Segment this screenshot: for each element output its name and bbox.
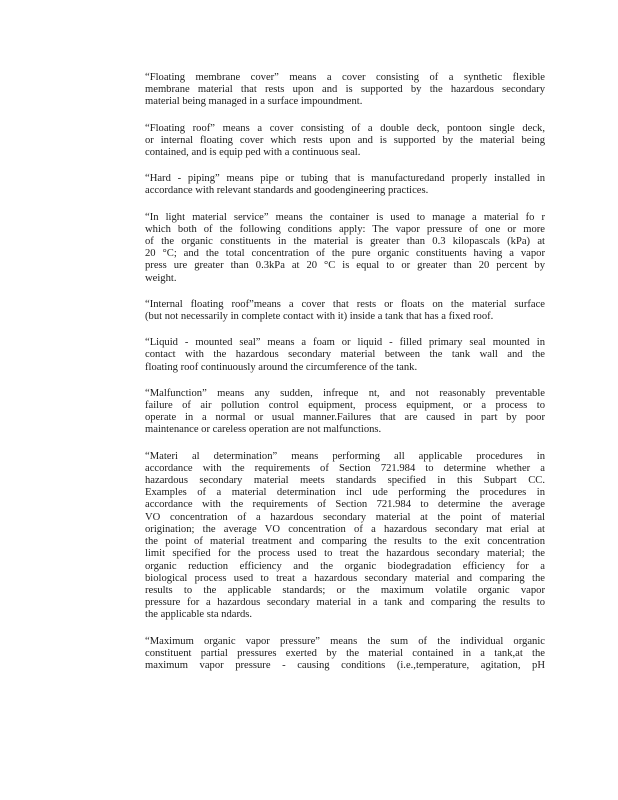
text-line: pressure for a hazardous secondary material in a tank and comparing the results to (145, 597, 545, 609)
text-line: maintenance or careless operation are not malfunctions. (145, 424, 382, 436)
text-line: the point of material treatment and comparing the results to the exit concentration (145, 536, 545, 548)
text-line: operate in a normal or usual manner.Failures that are caused in part by poor (145, 412, 545, 424)
text-line: material being managed in a surface impoundment. (145, 96, 363, 108)
definition-paragraph (145, 451, 545, 622)
text-line: maximum vapor pressure - causing conditions (i.e.,temperature, agitation, pH (145, 659, 545, 671)
text-line: constituent partial pressures exerted by the material contained in a tank,at the (145, 647, 545, 659)
text-line: limit specified for the process used to treat the hazardous secondary material; the (145, 548, 545, 560)
definition-paragraph (145, 72, 545, 109)
text-line: “Maximum organic vapor pressure” means the sum of the individual organic (145, 635, 545, 647)
text-line: accordance with the requirements of Section 721.984 to determine the average (145, 499, 545, 511)
text-line: weight. (145, 272, 177, 284)
text-line: organic reduction efficiency and the organic biodegradation efficiency for a (145, 560, 545, 572)
text-line: “Liquid - mounted seal” means a foam or liquid - filled primary seal mounted in (145, 337, 545, 349)
text-line: contained, and is equip ped with a continuous seal. (145, 147, 361, 159)
text-line: “Internal floating roof”means a cover that rests or floats on the material surface (145, 298, 545, 310)
text-line: “Floating roof” means a cover consisting of a double deck, pontoon single deck, (145, 122, 545, 134)
definition-paragraph (145, 212, 545, 285)
definition-paragraph (145, 337, 545, 374)
text-line: results to the applicable standards; or the maximum volatile organic vapor (145, 584, 545, 596)
text-line: “In light material service” means the container is used to manage a material fo r (145, 211, 545, 223)
document-body (145, 72, 545, 686)
text-line: “Malfunction” means any sudden, infreque nt, and not reasonably preventable (145, 387, 545, 399)
text-line: (but not necessarily in complete contact with it) inside a tank that has a fixed roof. (145, 311, 494, 323)
definition-paragraph (145, 388, 545, 437)
text-line: contact with the hazardous secondary material between the tank wall and the (145, 349, 545, 361)
definition-paragraph (145, 123, 545, 160)
text-line: the applicable sta ndards. (145, 609, 253, 621)
definition-paragraph (145, 173, 545, 197)
text-line: hazardous secondary material meets standards specified in this Subpart CC. (145, 475, 545, 487)
text-line: or internal floating cover which rests upon and is supported by the material being (145, 134, 545, 146)
text-line: accordance with the requirements of Section 721.984 to determine whether a (145, 462, 545, 474)
text-line: 20 °C; and the total concentration of the pure organic constituents having a vapor (145, 248, 545, 260)
definition-paragraph (145, 299, 545, 323)
text-line: “Materi al determination” means performing all applicable procedures in (145, 450, 545, 462)
definition-paragraph (145, 636, 545, 673)
text-line: floating roof continuously around the circumference of the tank. (145, 361, 418, 373)
text-line: VO concentration of a hazardous secondary material at the point of material (145, 511, 545, 523)
text-line: accordance with relevant standards and goodengineering practices. (145, 185, 429, 197)
text-line: Examples of a material determination incl ude performing the procedures in (145, 487, 545, 499)
text-line: “Hard - piping” means pipe or tubing that is manufacturedand properly installed in (145, 173, 545, 185)
text-line: failure of air pollution control equipment, process equipment, or a process to (145, 400, 545, 412)
text-line: of the organic constituents in the material is greater than 0.3 kilopascals (kPa) at (145, 236, 545, 248)
text-line: membrane material that rests upon and is supported by the hazardous secondary (145, 84, 545, 96)
text-line: press ure greater than 0.3kPa at 20 °C is equal to or greater than 20 percent by (145, 260, 545, 272)
text-line: origination; the average VO concentration of a hazardous secondary mat erial at (145, 523, 545, 535)
text-line: which both of the following conditions apply: The vapor pressure of one or more (145, 223, 545, 235)
text-line: “Floating membrane cover” means a cover consisting of a synthetic flexible (145, 72, 545, 83)
text-line: biological process used to treat a hazardous secondary material and comparing the (145, 572, 545, 584)
